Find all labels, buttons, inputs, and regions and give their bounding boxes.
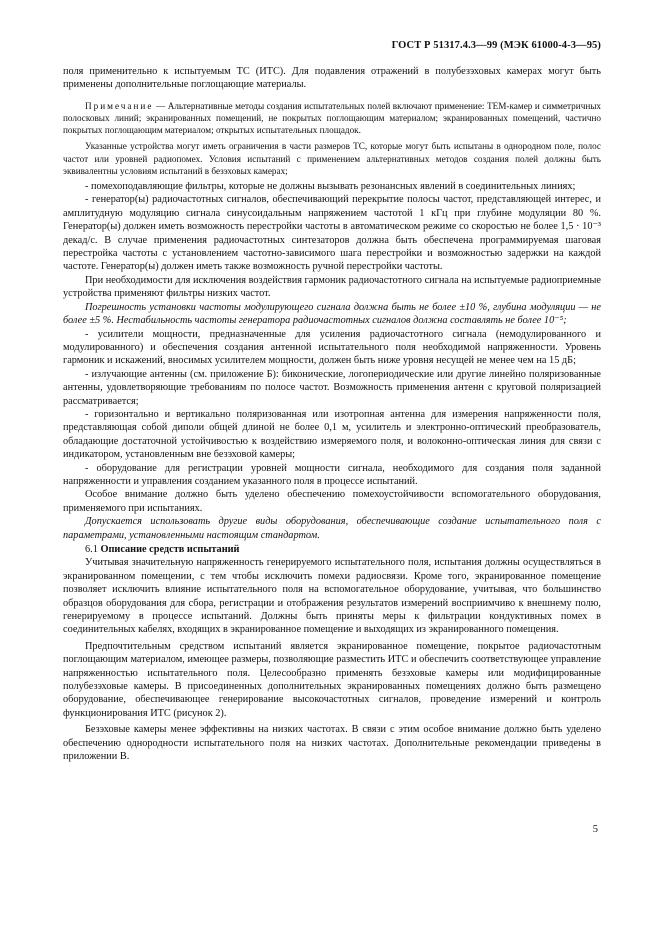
paragraph-shielded-room: Учитывая значительную напряженность генерируемого испытательного поля, испытания должны осуществляться в экранированном помещении, с тем чтобы исключить помехи радиосвязи. Кроме того, экранированное помещение позволяет исключить влияние испытательного поля на вспомогательное оборудование, учитывая, что большинство образцов оборудования для сбора, регистрации и отображения результатов измерений восприимчиво к внешнему полю, генерируемому в процессе испытаний. Должны быть приняты меры к фильтрации кондуктивных помех в соединительных кабелях, входящих в экранированное помещение и выходящих из экранированного помещения. bbox=[63, 557, 601, 636]
section-heading bbox=[63, 543, 601, 556]
list-item-filters: - помехоподавляющие фильтры, которые не должны вызывать резонансных явлений в соединительных линиях; bbox=[85, 181, 576, 193]
paragraph-allowed: Допускается использовать другие виды оборудования, обеспечивающие создание испытательного поля с параметрами, установленными настоящим стандартом. bbox=[63, 516, 601, 541]
section-title: Описание средств испытаний bbox=[100, 544, 240, 555]
page-number: 5 bbox=[592, 824, 598, 835]
note-paragraph bbox=[63, 100, 601, 137]
note-text: — Альтернативные методы создания испытательных полей включают применение: ТЕМ-камер и симметричных полосковых линий; экранированных помещений, не покрытых поглощающим материалом; экранированных помещений, частично покрытых поглощающим материалом; открытых испытательных площадок. bbox=[63, 100, 601, 136]
list-item-antennas: - излучающие антенны (см. приложение Б): биконические, логопериодические или другие линейно поляризованные антенны, удовлетворяющие требованиям по полосе частот. Возможность применения антенн с круговой поляризацией рассматривается; bbox=[63, 368, 601, 407]
paragraph-anechoic: Безэховые камеры менее эффективны на низких частотах. В связи с этим особое внимание должно быть уделено обеспечению однородности испытательного поля на низких частотах. Дополнительные рекомендации приведены в приложении В. bbox=[63, 724, 601, 763]
paragraph-preferred: Предпочтительным средством испытаний является экранированное помещение, покрытое радиочастотным поглощающим материалом, имеющее размеры, позволяющие разместить ИТС и обеспечить соответствующее управление напряженностью испытательного поля. Целесообразно применять безэховые камеры или модифицированные полубезэховые камеры. В присоединенных дополнительных экранированных помещениях должно быть размещено оборудование, обеспечивающее генерирование высокочастотных сигналов, проведение измерений и контроль функционирования ИТС (рисунок 2). bbox=[63, 640, 601, 719]
section-number: 6.1 bbox=[85, 544, 98, 555]
list-item-recording: - оборудование для регистрации уровней мощности сигнала, необходимого для создания поля заданной напряженности и управления созданием указанного поля в процессе испытаний. bbox=[63, 462, 601, 487]
document-page bbox=[63, 40, 601, 764]
note-label: Примечание bbox=[85, 100, 154, 111]
standard-header: ГОСТ Р 51317.4.3—99 (МЭК 61000-4-3—95) bbox=[391, 40, 601, 51]
note-paragraph-2: Указанные устройства могут иметь ограничения в части размеров ТС, которые могут быть испытаны в однородном поле, полос частот или уровней радиопомех. Условия испытаний с применением альтернативных методов создания полей должны быть эквивалентны условиям испытаний в безэховых камерах; bbox=[63, 141, 601, 176]
paragraph-lowpass: При необходимости для исключения воздействия гармоник радиочастотного сигнала на испытуемые радиоприемные устройства применяют фильтры низких частот. bbox=[63, 274, 601, 300]
list-item-probe: - горизонтально и вертикально поляризованная или изотропная антенна для измерения напряженности поля, представляющая собой диполи общей длиной не более 0,1 м, усилитель и электронно-оптический преобразователь, обладающие достаточной устойчивостью к воздействию измеряемого поля, и волоконно-оптическая линия для связи с индикатором, установленным вне безэховой камеры; bbox=[63, 408, 601, 461]
paragraph-attention: Особое внимание должно быть уделено обеспечению помехоустойчивости вспомогательного оборудования, применяемого при испытаниях. bbox=[63, 489, 601, 514]
list-item-amplifiers: - усилители мощности, предназначенные для усиления радиочастотного сигнала (немодулированного и модулированного) и обеспечения создания антенной испытательного поля необходимой напряженности. Уровень гармоник и искажений, вносимых усилителем мощности, должен быть ниже уровня несущей не менее чем на 15 дБ; bbox=[63, 328, 601, 367]
paragraph-intro: поля применительно к испытуемым ТС (ИТС). Для подавления отражений в полубезэховых камерах могут быть применены дополнительные поглощающие материалы. bbox=[63, 66, 601, 91]
paragraph-error: Погрешность установки частоты модулирующего сигнала должна быть не более ±10 %, глубина модуляции — не более ±5 %. Нестабильность частоты генератора радиочастотных сигналов должна составлять не более 10⁻⁵; bbox=[63, 301, 601, 327]
list-item-generator: - генератор(ы) радиочастотных сигналов, обеспечивающий перекрытие полосы частот, представляющей интерес, и амплитудную модуляцию сигнала синусоидальным напряжением частотой 1 кГц при глубине модуляции 80 %. Генератор(ы) должен иметь возможность перестройки частоты в автоматическом режиме со скоростью не более 1,5 · 10⁻³ декад/с. В случае применения радиочастотных синтезаторов должна быть обеспечена программируемая шаговая перестройка частоты с установлением частотно-зависимого шага перестройки и возможностью задержки на каждой частоте. Генератор(ы) должен иметь также возможность ручной перестройки частоты. bbox=[63, 194, 601, 273]
